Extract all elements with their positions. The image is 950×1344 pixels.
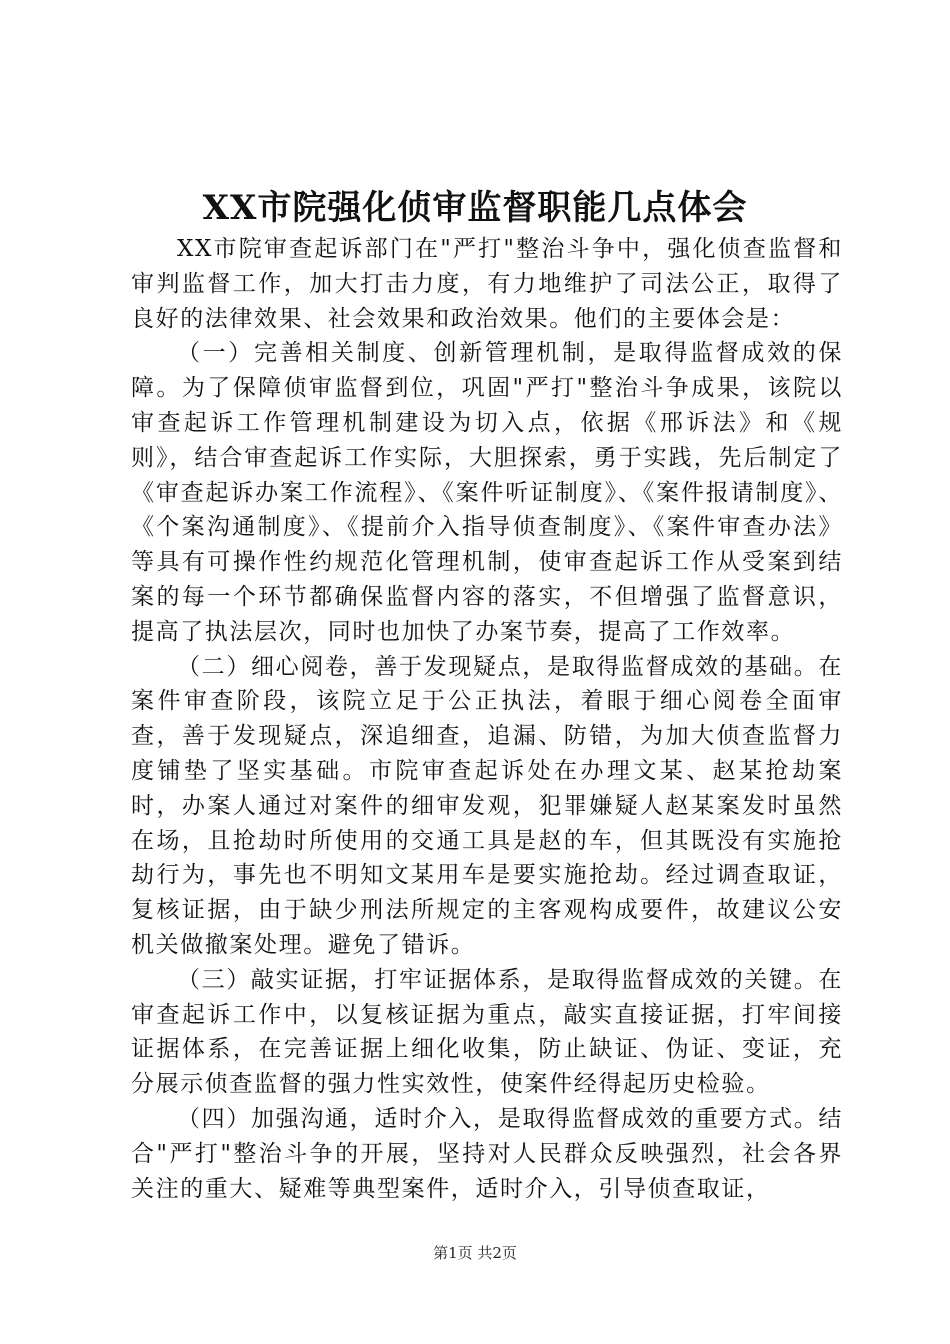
paragraph-section-3: （三）敲实证据，打牢证据体系，是取得监督成效的关键。在审查起诉工作中，以复核证据为重点，敲实直接证据，打牢间接证据体系，在完善证据上细化收集，防止缺证、伪证、变证，充分展示侦查监督的强力性实效性，使案件经得起历史检验。 xyxy=(131,966,843,1098)
paragraph-section-1: （一）完善相关制度、创新管理机制，是取得监督成效的保障。为了保障侦审监督到位，巩固"严打"整治斗争成果，该院以审查起诉工作管理机制建设为切入点，依据《邢诉法》和《规则》，结合审查起诉工作实际，大胆探索，勇于实践，先后制定了《审查起诉办案工作流程》、《案件听证制度》、《案件报请制度》、《个案沟通制度》、《提前介入指导侦查制度》、《案件审查办法》等具有可操作性约规范化管理机制，使审查起诉工作从受案到结案的每一个环节都确保监督内容的落实，不但增强了监督意识，提高了执法层次，同时也加快了办案节奏，提高了工作效率。 xyxy=(131,340,843,645)
paragraph-section-2: （二）细心阅卷，善于发现疑点，是取得监督成效的基础。在案件审查阶段，该院立足于公正执法，着眼于细心阅卷全面审查，善于发现疑点，深追细查，追漏、防错，为加大侦查监督力度铺垫了坚实基础。市院审查起诉处在办理文某、赵某抢劫案时，办案人通过对案件的细审发观，犯罪嫌疑人赵某案发时虽然在场，且抢劫时所使用的交通工具是赵的车，但其既没有实施抢劫行为，事先也不明知文某用车是要实施抢劫。经过调查取证，复核证据，由于缺少刑法所规定的主客观构成要件，故建议公安机关做撤案处理。避免了错诉。 xyxy=(131,653,843,958)
paragraph-intro: XX市院审查起诉部门在"严打"整治斗争中，强化侦查监督和审判监督工作，加大打击力度，有力地维护了司法公正，取得了良好的法律效果、社会效果和政治效果。他们的主要体会是： xyxy=(131,236,843,332)
page-footer: 第1页 共2页 xyxy=(433,1244,517,1262)
paragraph-section-4: （四）加强沟通，适时介入，是取得监督成效的重要方式。结合"严打"整治斗争的开展，坚持对人民群众反映强烈，社会各界关注的重大、疑难等典型案件，适时介入，引导侦查取证， xyxy=(131,1105,843,1202)
document-body xyxy=(131,232,843,1206)
document-title: XX市院强化侦审监督职能几点体会 xyxy=(202,188,748,228)
